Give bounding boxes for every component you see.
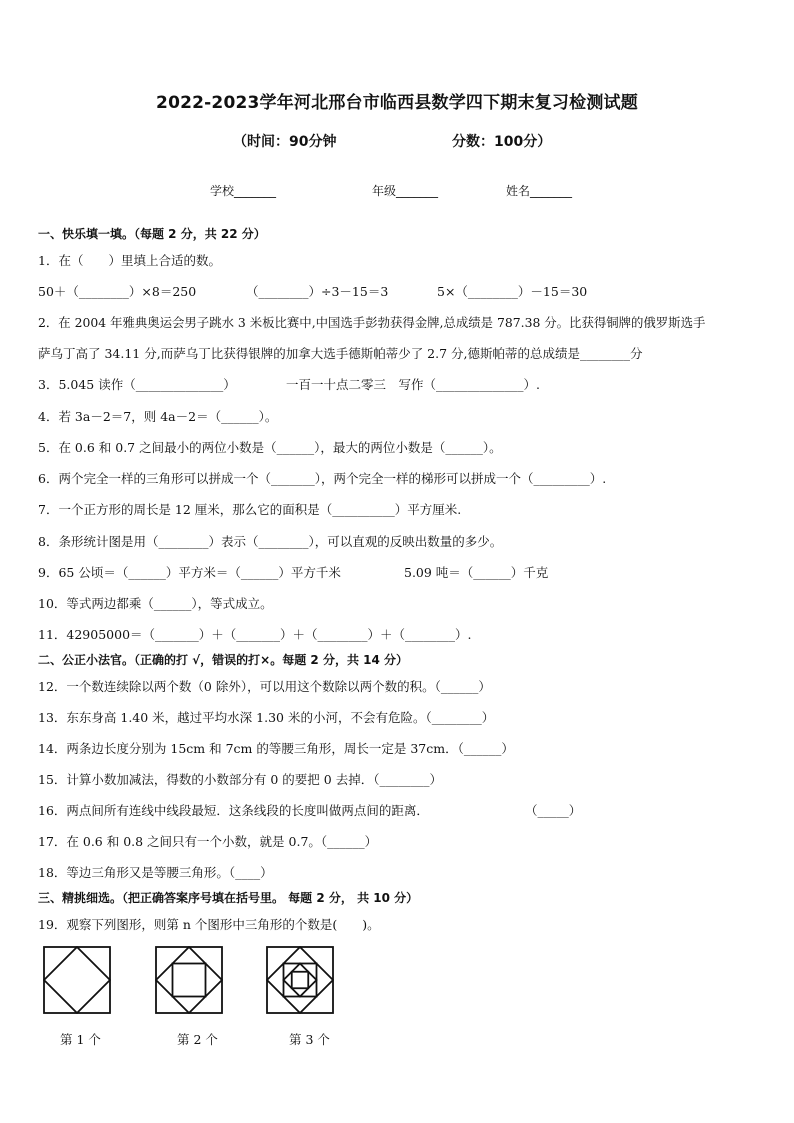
section-1-heading: 一、快乐填一填。（每题 2 分，共 22 分） (38, 227, 266, 241)
question-6: 6．两个完全一样的三角形可以拼成一个（_______），两个完全一样的梯形可以拼成一个（_________）. (38, 471, 607, 486)
figure-2-inner-square (173, 964, 206, 997)
question-11: 11．42905000＝（_______）＋（_______）＋（________）＋（________）. (38, 627, 472, 642)
section-2-heading: 二、公正小法官。（正确的打 √，错误的打×。每题 2 分，共 14 分） (38, 653, 408, 667)
question-4: 4．若 3a－2＝7，则 4a－2＝（______）。 (38, 409, 278, 424)
figure-1-caption: 第 1 个 (60, 1032, 101, 1047)
grade-field: 年级_______ (372, 184, 439, 198)
figure-3-innermost-square (292, 972, 309, 989)
question-13: 13．东东身高 1.40 米，越过平均水深 1.30 米的小河，不会有危险。（________） (38, 710, 495, 725)
school-field: 学校_______ (210, 184, 277, 198)
question-12: 12．一个数连续除以两个数（0 除外），可以用这个数除以两个数的积。（______） (38, 679, 491, 694)
question-7: 7．一个正方形的周长是 12 厘米，那么它的面积是（__________）平方厘米. (38, 502, 462, 517)
question-18: 18．等边三角形又是等腰三角形。（____） (38, 865, 273, 880)
question-19: 19．观察下列图形，则第 n 个图形中三角形的个数是( )。 (38, 917, 380, 932)
question-9a: 9．65 公顷＝（______）平方米＝（______）平方千米 (38, 565, 341, 580)
question-3a: 3．5.045 读作（______________） (38, 377, 236, 392)
question-8: 8．条形统计图是用（________）表示（________），可以直观的反映出数量的多少。 (38, 534, 503, 549)
figure-2-outer-square (156, 947, 222, 1013)
figure-2-diamond (156, 947, 222, 1013)
question-2-line1: 2．在 2004 年雅典奥运会男子跳水 3 米板比赛中,中国选手彭勃获得金牌,总成绩是 787.38 分。比获得铜牌的俄罗斯选手 (38, 315, 706, 330)
question-2-line2: 萨乌丁高了 34.11 分,而萨乌丁比获得银牌的加拿大选手德斯帕蒂少了 2.7 分,德斯帕蒂的总成绩是________分 (38, 346, 643, 361)
page-title: 2022-2023学年河北邢台市临西县数学四下期末复习检测试题 (156, 93, 638, 113)
figure-3-inner-diamond (284, 964, 317, 997)
question-14: 14．两条边长度分别为 15cm 和 7cm 的等腰三角形，周长一定是 37cm．（______） (38, 741, 514, 756)
figure-3-inner-square (284, 964, 317, 997)
question-9b: 5.09 吨＝（______）千克 (404, 565, 549, 580)
score-label: 分数：100分） (452, 134, 552, 150)
question-17: 17．在 0.6 和 0.8 之间只有一个小数，就是 0.7。（______） (38, 834, 378, 849)
question-10: 10．等式两边都乘（______），等式成立。 (38, 596, 273, 611)
question-5: 5．在 0.6 和 0.7 之间最小的两位小数是（______），最大的两位小数是（______）。 (38, 440, 502, 455)
figure-2-nested-squares (155, 946, 223, 1014)
name-field: 姓名_______ (506, 184, 573, 198)
question-1a: 50＋（________）×8＝250 (38, 284, 197, 299)
question-3b: 一百一十点二零三 写作（______________）. (286, 377, 540, 392)
figure-1-outer-square (44, 947, 110, 1013)
figure-1-nested-squares (43, 946, 111, 1014)
question-1: 1．在（ ）里填上合适的数。 (38, 253, 221, 268)
section-3-heading: 三、精挑细选。（把正确答案序号填在括号里。 每题 2 分， 共 10 分） (38, 891, 419, 905)
figure-3-nested-squares (266, 946, 334, 1014)
question-15: 15．计算小数加减法，得数的小数部分有 0 的要把 0 去掉．（________） (38, 772, 442, 787)
question-16a: 16．两点间所有连线中线段最短．这条线段的长度叫做两点间的距离． (38, 803, 429, 818)
figure-1-diamond (44, 947, 110, 1013)
figure-3-caption: 第 3 个 (289, 1032, 330, 1047)
figure-3-outer-square (267, 947, 333, 1013)
question-16b: （_____） (525, 803, 582, 818)
figure-2-caption: 第 2 个 (177, 1032, 218, 1047)
question-1b: （________）÷3－15＝3 (246, 284, 389, 299)
figure-3-diamond (267, 947, 333, 1013)
question-1c: 5×（________）－15＝30 (437, 284, 588, 299)
time-label: （时间：90分钟 (233, 134, 337, 150)
